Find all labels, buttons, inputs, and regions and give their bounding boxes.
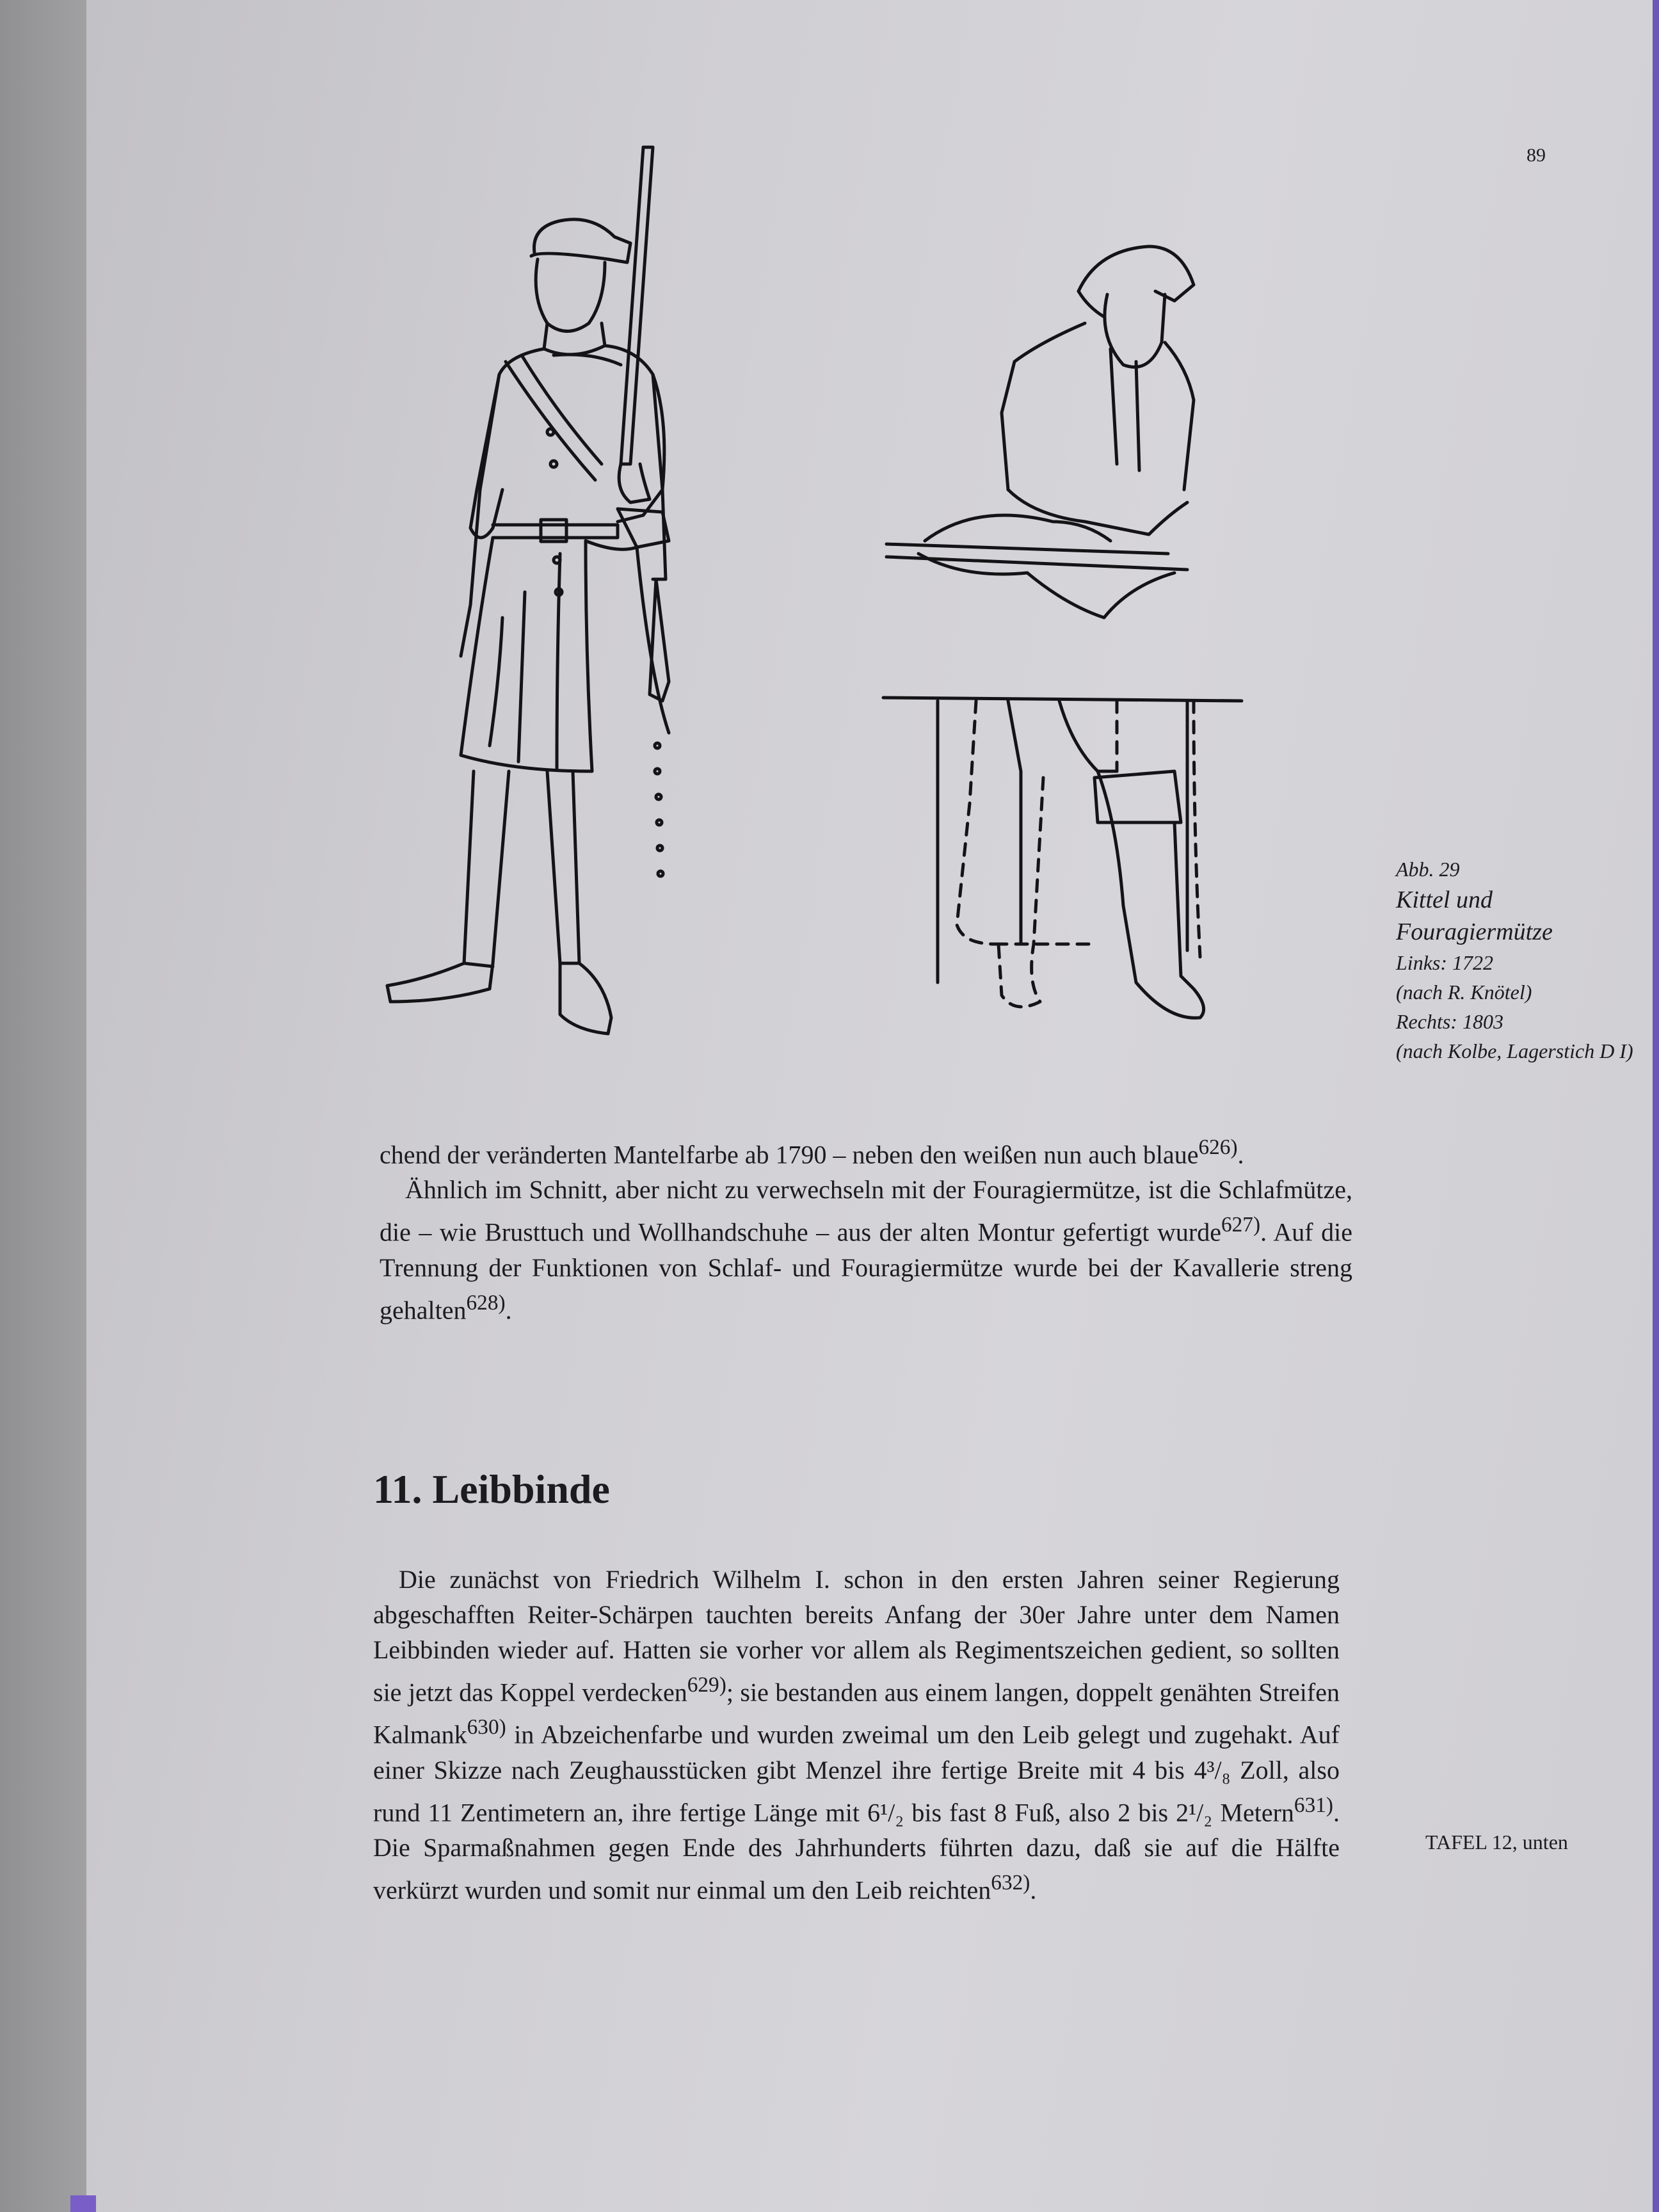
paragraph-schlafmuetze xyxy=(380,1172,1352,1327)
footnote-ref: 626) xyxy=(1198,1135,1238,1159)
text-run: . Die Sparmaßnahmen gegen Ende des Jahrhunderts führten dazu, daß sie auf die Hälfte verkürzt wurden und somit nur einmal um den Leib reichten xyxy=(373,1797,1340,1905)
cover-corner xyxy=(70,2195,96,2212)
caption-title-line1: Kittel und xyxy=(1396,886,1493,913)
text-run: . xyxy=(1237,1140,1244,1169)
caption-figure-number: Abb. 29 xyxy=(1396,858,1460,881)
text-run: Die zunächst von Friedrich Wilhelm I. schon in den ersten Jahren seiner Regierung abgeschafften Reiter-Schärpen tauchten bereits Anfang der 30er Jahre unter dem Namen Leibbinden wieder auf. Hatten sie vorher vor allem als Regimentszeichen gedient, so sollten sie jetzt das Koppel verdecken xyxy=(373,1565,1340,1707)
text-run: chend der veränderten Mantelfarbe ab 1790 – neben den weißen nun auch blaue xyxy=(380,1140,1199,1169)
paragraph-continuation xyxy=(380,1130,1352,1327)
caption-left-source: (nach R. Knötel) xyxy=(1396,981,1532,1004)
soldier-1722-drawing xyxy=(387,147,669,1034)
margin-plate-reference: TAFEL 12, unten xyxy=(1425,1831,1568,1854)
figure-caption xyxy=(1396,854,1659,1066)
paragraph-leibbinde xyxy=(373,1562,1340,1907)
caption-right-label: Rechts: 1803 xyxy=(1396,1010,1503,1033)
page-number: 89 xyxy=(1527,145,1546,166)
book-page xyxy=(86,0,1659,2212)
footnote-ref: 628) xyxy=(466,1290,506,1315)
uniform-drawings xyxy=(362,131,1270,1053)
footnote-ref: 627) xyxy=(1221,1213,1261,1237)
figure-illustration xyxy=(362,131,1270,1053)
paragraph-line xyxy=(380,1130,1352,1172)
text-run: ; sie bestanden aus einem langen, doppelt genähten Streifen Kalmank xyxy=(373,1678,1340,1749)
caption-right-source: (nach Kolbe, Lagerstich D I) xyxy=(1396,1039,1633,1062)
text-run: . Auf die Trennung der Funktionen von Schlaf- und Fouragiermütze wurde bei der Kavallerie streng gehalten xyxy=(380,1217,1352,1324)
footnote-ref: 629) xyxy=(687,1673,726,1697)
text-run: in Abzeichenfarbe und wurden zweimal um den Leib gelegt und zugehakt. Auf einer Skizze nach Zeughausstücken gibt Menzel ihre fertige Breite mit 4 bis 4³/₈ Zoll, also rund 11 Zentimetern an, ihre fertige Länge mit 6¹/₂ bis fast 8 Fuß, also 2 bis 2¹/₂ Metern xyxy=(373,1720,1340,1827)
section-heading: 11. Leibbinde xyxy=(373,1466,610,1512)
caption-left-label: Links: 1722 xyxy=(1396,951,1493,974)
footnote-ref: 631) xyxy=(1294,1793,1333,1817)
text-run: Ähnlich im Schnitt, aber nicht zu verwechseln mit der Fouragiermütze, ist die Schlafmütze, die – wie Brusttuch und Wollhandschuhe – aus der alten Montur gefertigt wurde xyxy=(380,1175,1352,1247)
page-edge-strip xyxy=(1653,0,1659,2212)
caption-title-line2: Fouragiermütze xyxy=(1396,918,1553,945)
soldier-1803-upper-drawing xyxy=(883,246,1242,1018)
footnote-ref: 632) xyxy=(991,1870,1030,1895)
text-run: . xyxy=(1030,1875,1037,1905)
footnote-ref: 630) xyxy=(467,1715,506,1740)
text-run: . xyxy=(505,1295,512,1324)
